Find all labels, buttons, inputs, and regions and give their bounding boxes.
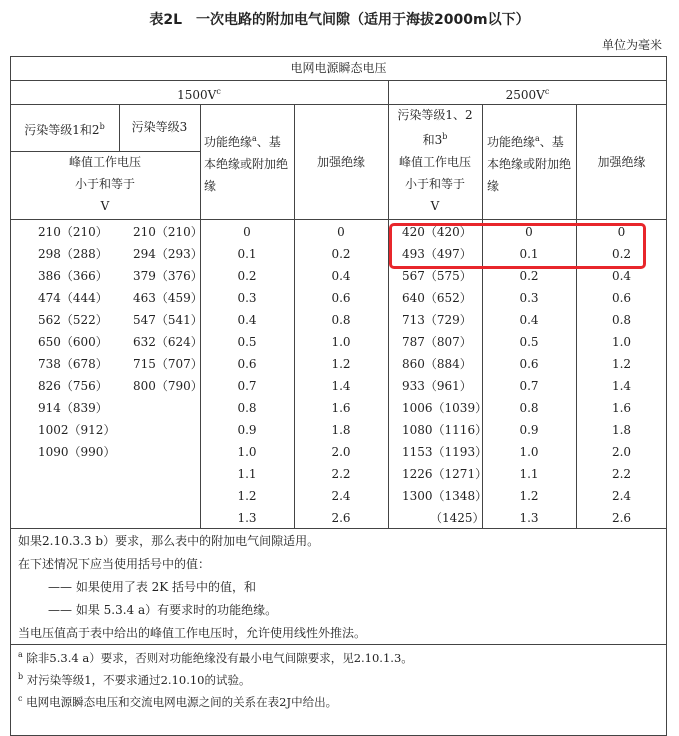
table-cell: 0.4 bbox=[519, 313, 539, 327]
table-cell: 0.2 bbox=[611, 247, 632, 261]
column-peak-1500-p3 bbox=[133, 221, 203, 397]
v1500-header: $1500V^c$ bbox=[177, 87, 221, 102]
functional-insulation-header: 功能绝缘$^a$、基本绝缘或附加绝缘 bbox=[204, 134, 289, 193]
table-cell: 474（444） bbox=[38, 291, 108, 305]
note-2: 在下述情况下应当使用括号中的值： bbox=[18, 557, 211, 571]
table-cell: 386（366） bbox=[38, 269, 108, 283]
peak-voltage-header: 峰值工作电压 小于和等于 V bbox=[68, 155, 141, 213]
table-cell: 210（210） bbox=[38, 225, 108, 239]
table-cell: 0.4 bbox=[611, 269, 632, 283]
table-cell: 0.1 bbox=[237, 247, 257, 261]
table-cell: 1.1 bbox=[519, 467, 539, 481]
table-cell: 2.2 bbox=[331, 467, 351, 481]
table-cell: 1006（1039） bbox=[402, 401, 488, 415]
table-cell: 0.2 bbox=[519, 269, 539, 283]
table-cell: 1300（1348） bbox=[402, 489, 488, 503]
column-reinf-1500 bbox=[294, 221, 388, 529]
table-cell: 0.5 bbox=[519, 335, 539, 349]
note-5: 当电压值高于表中给出的峰值工作电压时，允许使用线性外推法。 bbox=[18, 626, 367, 640]
table-cell: 493（497） bbox=[402, 247, 472, 261]
table-cell: 0.2 bbox=[331, 247, 351, 261]
table-cell: 1.2 bbox=[611, 357, 632, 371]
table-cell: 379（376） bbox=[133, 269, 203, 283]
table-cell: 0.7 bbox=[237, 379, 257, 393]
table-cell: 0.8 bbox=[237, 401, 257, 415]
table-cell: 2.0 bbox=[611, 445, 632, 459]
table-cell: 562（522） bbox=[38, 313, 108, 327]
table-cell: 547（541） bbox=[133, 313, 203, 327]
table-cell: 914（839） bbox=[38, 401, 108, 415]
table-cell: 1080（1116） bbox=[402, 423, 488, 437]
table-title: 表2L 一次电路的附加电气间隙（适用于海拔2000m以下） bbox=[149, 12, 530, 28]
table-cell: 1226（1271） bbox=[402, 467, 488, 481]
table-cell: 567（575） bbox=[402, 269, 472, 283]
table-cell: 0.6 bbox=[331, 291, 351, 305]
unit-label: 单位为毫米 bbox=[601, 38, 662, 52]
table-cell: （1425） bbox=[430, 511, 485, 525]
table-cell: 0.9 bbox=[237, 423, 257, 437]
table-cell: 738（678） bbox=[38, 357, 108, 371]
table-cell: 1.0 bbox=[611, 335, 632, 349]
table-cell: 1.8 bbox=[611, 423, 632, 437]
table-cell: 0.5 bbox=[237, 335, 257, 349]
table-cell: 2.4 bbox=[611, 489, 632, 503]
table-cell: 713（729） bbox=[402, 313, 472, 327]
table-cell: 1.3 bbox=[237, 511, 257, 525]
table-cell: 826（756） bbox=[38, 379, 108, 393]
note-3: —— 如果使用了表 2K 括号中的值，和 bbox=[48, 580, 257, 594]
reinforced-header: 加强绝缘 bbox=[316, 155, 365, 169]
table-cell: 0.6 bbox=[611, 291, 632, 305]
table-cell: 0.3 bbox=[519, 291, 539, 305]
table-cell: 0.3 bbox=[237, 291, 257, 305]
table-cell: 298（288） bbox=[38, 247, 108, 261]
table-cell: 632（624） bbox=[133, 335, 203, 349]
table-cell: 0.8 bbox=[611, 313, 632, 327]
table-cell: 463（459） bbox=[133, 291, 203, 305]
table-cell: 0.2 bbox=[237, 269, 257, 283]
table-cell: 1090（990） bbox=[38, 445, 116, 459]
footnote-c: $^c$ 电网电源瞬态电压和交流电网电源之间的关系在表2J中给出。 bbox=[18, 694, 338, 709]
table-cell: 2.0 bbox=[331, 445, 351, 459]
table-cell: 0.7 bbox=[519, 379, 539, 393]
column-func-1500 bbox=[200, 221, 294, 529]
table-cell: 1.0 bbox=[237, 445, 257, 459]
table-cell: 0.6 bbox=[237, 357, 257, 371]
table-cell: 1.0 bbox=[331, 335, 351, 349]
highlight-box bbox=[389, 223, 646, 269]
table-cell: 1.2 bbox=[331, 357, 351, 371]
table-cell: 715（707） bbox=[133, 357, 203, 371]
table-cell: 1.2 bbox=[519, 489, 539, 503]
note-1: 如果2.10.3.3 b）要求，那么表中的附加电气间隙适用。 bbox=[18, 534, 320, 548]
table-cell: 1.6 bbox=[611, 401, 632, 415]
transient-header: 电网电源瞬态电压 bbox=[290, 61, 387, 75]
table-cell: 0.4 bbox=[237, 313, 257, 327]
pollution-12-header: 污染等级1和2$^b$ bbox=[24, 122, 105, 137]
table-cell: 0.1 bbox=[519, 247, 539, 261]
table-cell: 933（961） bbox=[402, 379, 472, 393]
table-cell: 0 bbox=[525, 225, 533, 239]
table-cell: 0.4 bbox=[331, 269, 351, 283]
table-cell: 1.1 bbox=[237, 467, 257, 481]
table-cell: 0 bbox=[617, 225, 626, 239]
table-cell: 0 bbox=[243, 225, 251, 239]
rule bbox=[10, 644, 667, 645]
table-cell: 0.8 bbox=[331, 313, 351, 327]
table-cell: 640（652） bbox=[402, 291, 472, 305]
table-cell: 0 bbox=[337, 225, 345, 239]
table-cell: 294（293） bbox=[133, 247, 203, 261]
table-cell: 2.6 bbox=[331, 511, 351, 525]
table-cell: 860（884） bbox=[402, 357, 472, 371]
table-cell: 1.4 bbox=[611, 379, 632, 393]
table-cell: 0.6 bbox=[519, 357, 539, 371]
pollution-3-header: 污染等级3 bbox=[131, 120, 188, 134]
table-cell: 2.6 bbox=[611, 511, 632, 525]
table-cell: 1.0 bbox=[519, 445, 539, 459]
footnote-a: $^a$ 除非5.3.4 a）要求，否则对功能绝缘没有最小电气间隙要求，见2.10.1.3。 bbox=[18, 650, 413, 665]
column-peak-1500-p12 bbox=[38, 221, 115, 463]
table-cell: 2.2 bbox=[611, 467, 632, 481]
table-cell: 800（790） bbox=[133, 379, 203, 393]
table-cell: 1002（912） bbox=[38, 423, 116, 437]
table-cell: 1.8 bbox=[331, 423, 351, 437]
table-cell: 1153（1193） bbox=[402, 445, 488, 459]
table-cell: 1.2 bbox=[237, 489, 257, 503]
table-cell: 650（600） bbox=[38, 335, 108, 349]
reinforced-header-2: 加强绝缘 bbox=[597, 155, 646, 169]
table-cell: 0.9 bbox=[519, 423, 539, 437]
table-cell: 1.3 bbox=[519, 511, 539, 525]
table-cell: 420（420） bbox=[402, 225, 472, 239]
pollution-123-header: 污染等级1、2 和3$^b$ 峰值工作电压 小于和等于 V bbox=[397, 108, 473, 213]
footnote-b: $^b$ 对污染等级1，不要求通过2.10.10的试验。 bbox=[18, 672, 251, 687]
note-4: —— 如果 5.3.4 a）有要求时的功能绝缘。 bbox=[48, 603, 278, 617]
functional-insulation-header-2: 功能绝缘$^a$、基本绝缘或附加绝缘 bbox=[487, 134, 572, 193]
table-cell: 210（210） bbox=[133, 225, 203, 239]
table-cell: 1.6 bbox=[331, 401, 351, 415]
table-cell: 2.4 bbox=[331, 489, 351, 503]
table-cell: 1.4 bbox=[331, 379, 351, 393]
rule bbox=[10, 219, 667, 220]
v2500-header: $2500V^c$ bbox=[505, 87, 550, 102]
table-cell: 0.8 bbox=[519, 401, 539, 415]
table-cell: 787（807） bbox=[402, 335, 472, 349]
